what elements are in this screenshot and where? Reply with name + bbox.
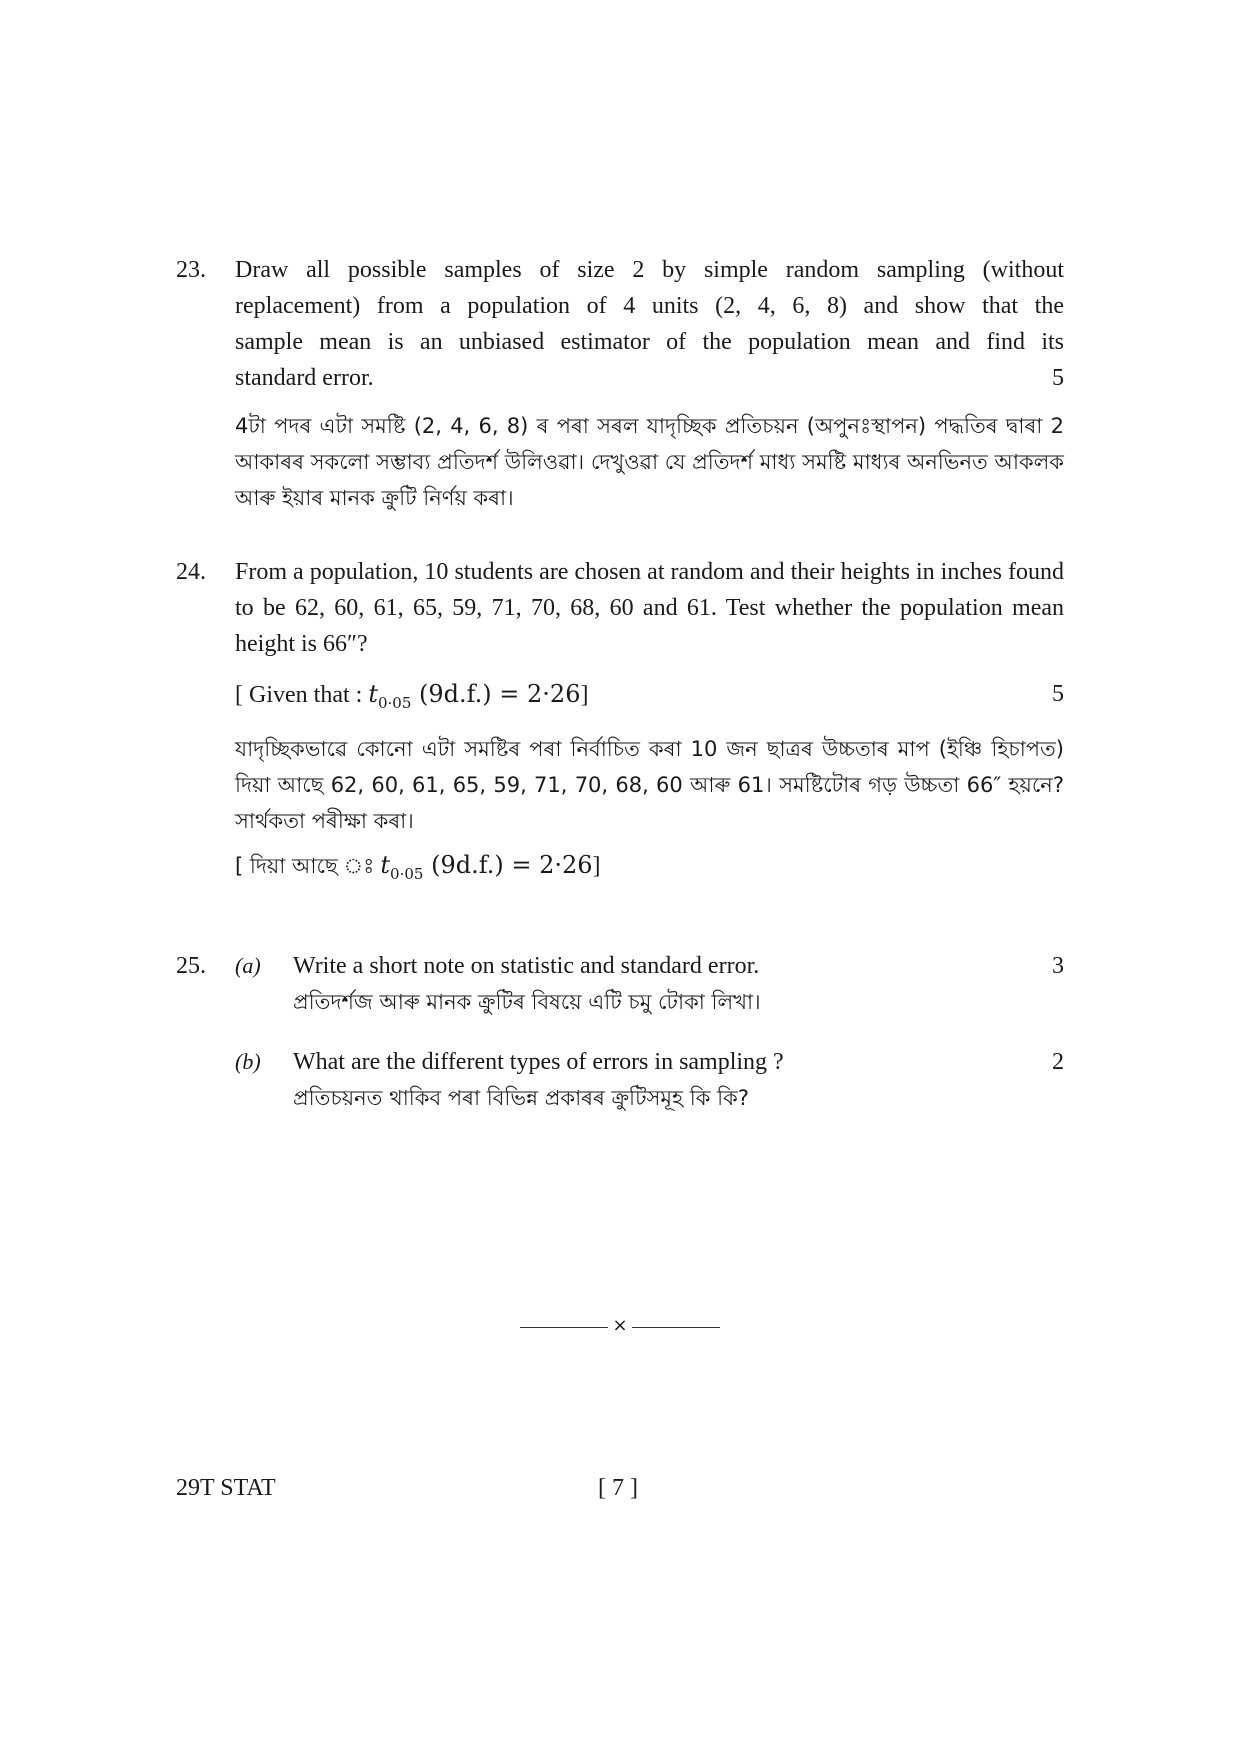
- question-body: [235, 252, 1064, 516]
- page-number: [ 7 ]: [598, 1475, 638, 1501]
- sub-question-text-assamese: প্ৰতিদৰ্শজ আৰু মানক ক্ৰুটিৰ বিষয়ে এটি চমু টোকা লিখা।: [293, 990, 761, 1014]
- divider: [520, 1327, 608, 1328]
- sub-question-line: [293, 1044, 1064, 1080]
- question-text-assamese: 4টা পদৰ এটা সমষ্টি (2, 4, 6, 8) ৰ পৰা সৰল যাদৃচ্ছিক প্ৰতিচয়ন (অপুনঃস্থাপন) পদ্ধতিৰ দ্বাৰা 2 আকাৰৰ সকলো সম্ভাব্য প্ৰতিদৰ্শ উলিওৱা। দেখুওৱা যে প্ৰতিদৰ্শ মাধ্য সমষ্টি মাধ্যৰ অনভিনত আকলক আৰু ইয়াৰ মানক ক্ৰুটি নিৰ্ণয় কৰা।: [235, 414, 1064, 510]
- given-prefix: [ Given that :: [235, 682, 363, 708]
- end-of-paper-mark: [520, 1317, 720, 1337]
- given-suffix: ]: [580, 682, 589, 708]
- sub-question-body: [293, 1044, 1064, 1116]
- given-suffix: ]: [592, 852, 601, 879]
- sub-question-body: [293, 948, 1064, 1020]
- sub-question-text: Write a short note on statistic and standard error.: [293, 953, 760, 979]
- question-text: From a population, 10 students are chosen at random and their heights in inches found to be 62, 60, 61, 65, 59, 71, 70, 68, 60 and 61. Test whether the population mean height is 66″?: [235, 559, 1064, 657]
- given-line-assamese: [235, 847, 1064, 892]
- sub-question-text-assamese: প্ৰতিচয়নত থাকিব পৰা বিভিন্ন প্ৰকাৰৰ ক্ৰুটিসমূহ কি কি?: [293, 1086, 749, 1110]
- question-text-line: standard error.: [235, 365, 374, 391]
- given-prefix-assamese: [ দিয়া আছে ঃ: [235, 853, 375, 878]
- question-text-line: Draw all possible samples of size 2 by simple random sampling (without: [235, 257, 1064, 283]
- question-number: 23.: [176, 257, 206, 283]
- paper-code: 29T STAT: [176, 1475, 276, 1501]
- marks: 3: [1052, 953, 1064, 979]
- divider: [632, 1327, 720, 1328]
- t-symbol: t: [380, 850, 391, 879]
- t-statistic: [380, 850, 593, 883]
- question-25: [176, 948, 1064, 1128]
- question-body: [235, 554, 1064, 892]
- marks: 2: [1052, 1049, 1064, 1075]
- question-last-line: [235, 360, 1064, 396]
- t-args: (9d.f.) = 2·26: [431, 850, 593, 879]
- t-subscript: 0·05: [390, 864, 424, 883]
- sub-question-line: [293, 948, 1064, 984]
- question-number: 25.: [176, 953, 206, 979]
- marks: 5: [1052, 681, 1064, 707]
- sub-question-text: What are the different types of errors in sampling ?: [293, 1049, 784, 1075]
- t-args: (9d.f.) = 2·26: [419, 680, 581, 708]
- sub-question-label: (b): [235, 1049, 261, 1074]
- sub-question-label: (a): [235, 953, 261, 978]
- question-number: 24.: [176, 559, 206, 585]
- t-symbol: t: [368, 680, 378, 708]
- given-line: [235, 676, 1064, 721]
- question-text-line: replacement) from a population of 4 units (2, 4, 6, 8) and show that the: [235, 293, 1064, 319]
- cross-icon: ×: [612, 1315, 628, 1336]
- marks: 5: [1052, 365, 1064, 391]
- question-text-assamese: যাদৃচ্ছিকভাৱে কোনো এটা সমষ্টিৰ পৰা নিৰ্বাচিত কৰা 10 জন ছাত্ৰৰ উচ্চতাৰ মাপ (ইঞ্চি হিচাপত) দিয়া আছে 62, 60, 61, 65, 59, 71, 70, 68, 60 আৰু 61। সমষ্টিটোৰ গড় উচ্চতা 66″ হয়নে? সাৰ্থকতা পৰীক্ষা কৰা।: [235, 736, 1064, 833]
- question-text-line: sample mean is an unbiased estimator of the population mean and find its: [235, 329, 1064, 355]
- t-statistic: [368, 680, 581, 712]
- t-subscript: 0·05: [377, 693, 412, 712]
